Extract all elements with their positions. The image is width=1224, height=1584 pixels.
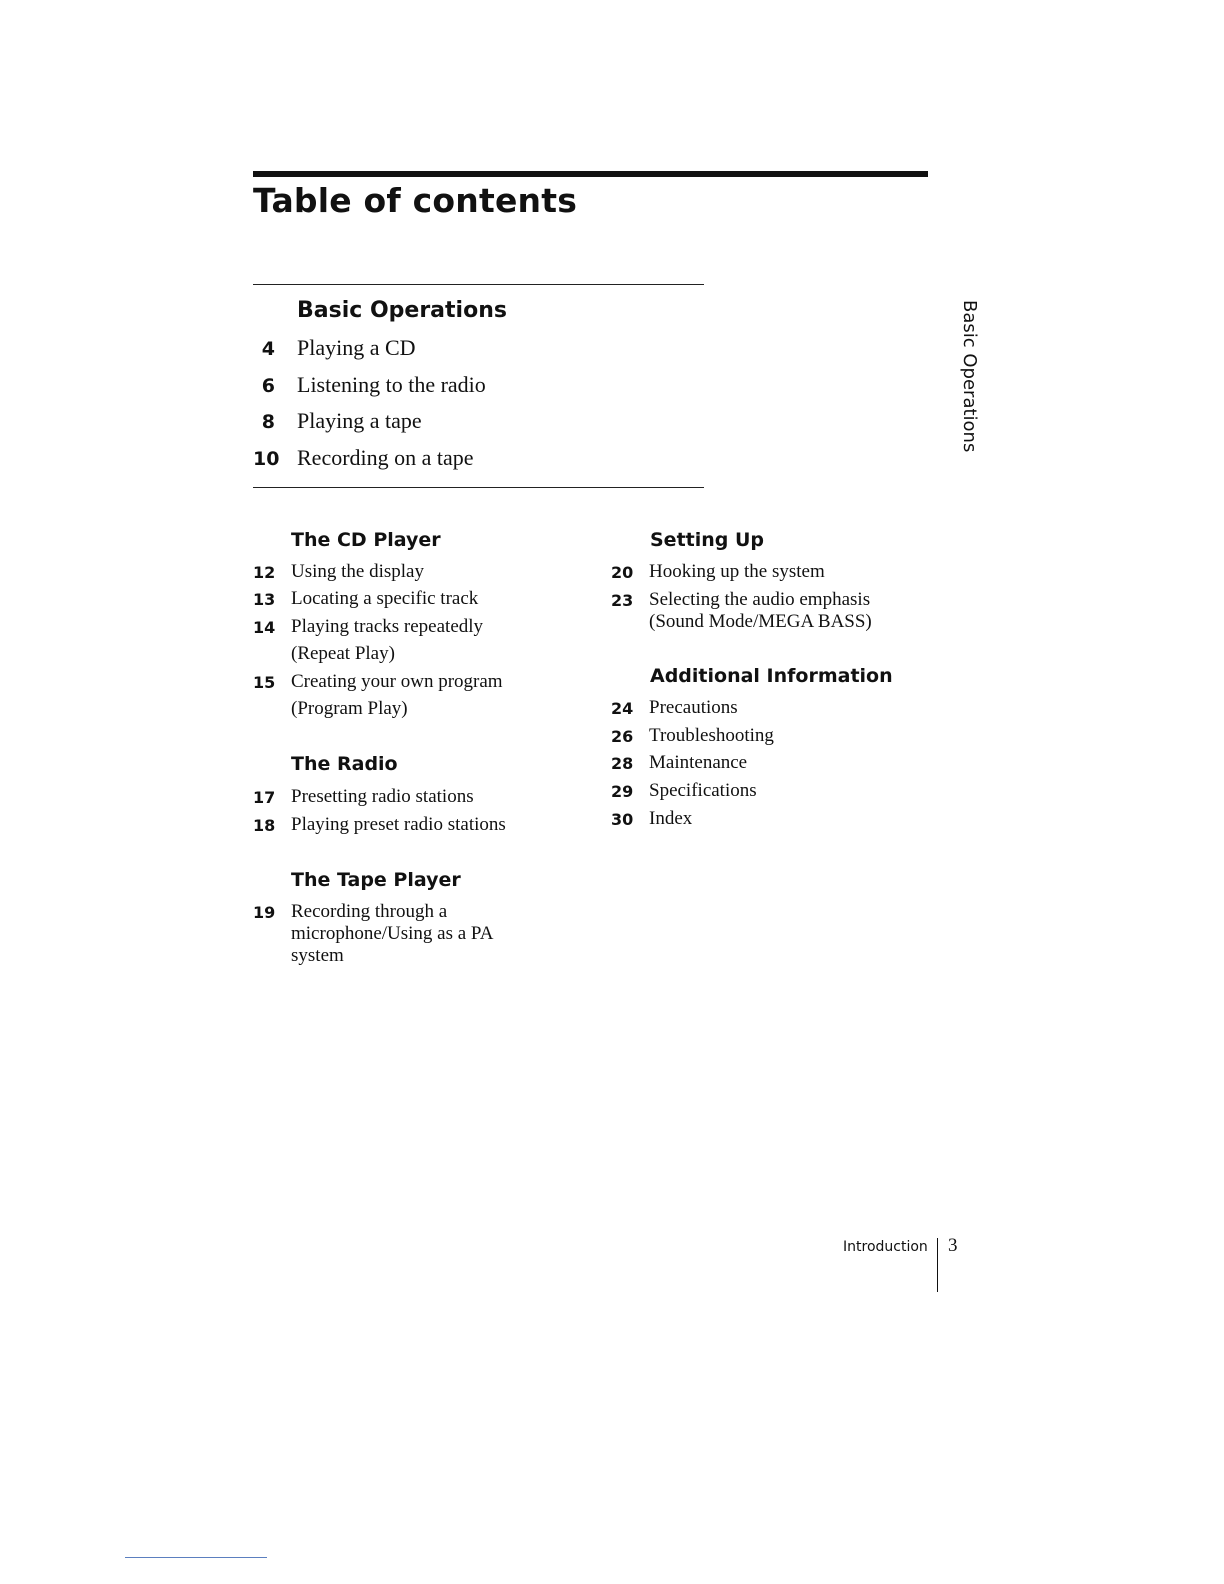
toc-entry-label: Playing a tape bbox=[297, 408, 422, 433]
toc-entry-label: Locating a specific track bbox=[291, 588, 479, 609]
toc-page-number: 17 bbox=[253, 788, 276, 807]
toc-page-number: 23 bbox=[611, 591, 634, 610]
toc-page-number: 8 bbox=[261, 411, 275, 433]
toc-entry-label: Precautions bbox=[649, 697, 738, 718]
toc-entry-label: Troubleshooting bbox=[649, 725, 774, 746]
section-side-tab: Basic Operations bbox=[959, 300, 980, 453]
toc-entry-label: Playing a CD bbox=[297, 335, 416, 360]
toc-entry-label: Maintenance bbox=[649, 752, 748, 773]
toc-entry-label: Hooking up the system bbox=[649, 561, 825, 582]
setting-up-heading: Setting Up bbox=[650, 529, 765, 551]
toc-page-number: 20 bbox=[611, 563, 634, 582]
toc-page-number: 18 bbox=[253, 816, 276, 835]
toc-entry-label-continued: system bbox=[291, 945, 344, 966]
toc-entry-label: Recording through a bbox=[291, 901, 448, 922]
toc-entry-label: Index bbox=[649, 808, 693, 829]
basic-operations-heading: Basic Operations bbox=[297, 298, 507, 323]
page-title: Table of contents bbox=[253, 181, 578, 220]
toc-page-number: 28 bbox=[611, 754, 634, 773]
toc-page-number: 15 bbox=[253, 673, 276, 692]
toc-page-number: 12 bbox=[253, 563, 276, 582]
tape-player-heading: The Tape Player bbox=[291, 869, 461, 891]
toc-entry-label: Selecting the audio emphasis bbox=[649, 589, 871, 610]
title-rule bbox=[253, 171, 928, 177]
toc-entry-label-continued: (Sound Mode/MEGA BASS) bbox=[649, 611, 872, 632]
toc-page-number: 24 bbox=[611, 699, 634, 718]
toc-page-number: 30 bbox=[611, 810, 634, 829]
cd-player-heading: The CD Player bbox=[291, 529, 441, 551]
toc-page-number: 13 bbox=[253, 590, 276, 609]
footer-page-number: 3 bbox=[948, 1235, 958, 1256]
toc-entry-label: Playing tracks repeatedly bbox=[291, 616, 484, 637]
footer-divider bbox=[937, 1238, 938, 1292]
toc-entry-label-continued: microphone/Using as a PA bbox=[291, 923, 494, 944]
toc-entry-label: Recording on a tape bbox=[297, 445, 474, 470]
toc-page-number: 6 bbox=[261, 375, 275, 397]
toc-entry-label: Presetting radio stations bbox=[291, 786, 474, 807]
toc-page-number: 4 bbox=[261, 338, 275, 360]
toc-entry-label-continued: (Program Play) bbox=[291, 698, 408, 719]
toc-page-number: 14 bbox=[253, 618, 276, 637]
additional-information-heading: Additional Information bbox=[650, 665, 893, 687]
toc-entry-label: Listening to the radio bbox=[297, 372, 486, 397]
toc-page-number: 10 bbox=[253, 448, 280, 470]
toc-entry-label-continued: (Repeat Play) bbox=[291, 643, 395, 664]
toc-page-number: 19 bbox=[253, 903, 276, 922]
toc-entry-label: Creating your own program bbox=[291, 671, 503, 692]
toc-page-number: 29 bbox=[611, 782, 634, 801]
toc-page-number: 26 bbox=[611, 727, 634, 746]
basic-box-top-rule bbox=[253, 284, 704, 285]
scan-edge-line bbox=[125, 1557, 267, 1558]
toc-entry-label: Specifications bbox=[649, 780, 757, 801]
footer-section-label: Introduction bbox=[843, 1239, 928, 1255]
radio-heading: The Radio bbox=[291, 753, 398, 775]
toc-entry-label: Using the display bbox=[291, 561, 424, 582]
toc-entry-label: Playing preset radio stations bbox=[291, 814, 506, 835]
basic-box-bottom-rule bbox=[253, 487, 704, 488]
